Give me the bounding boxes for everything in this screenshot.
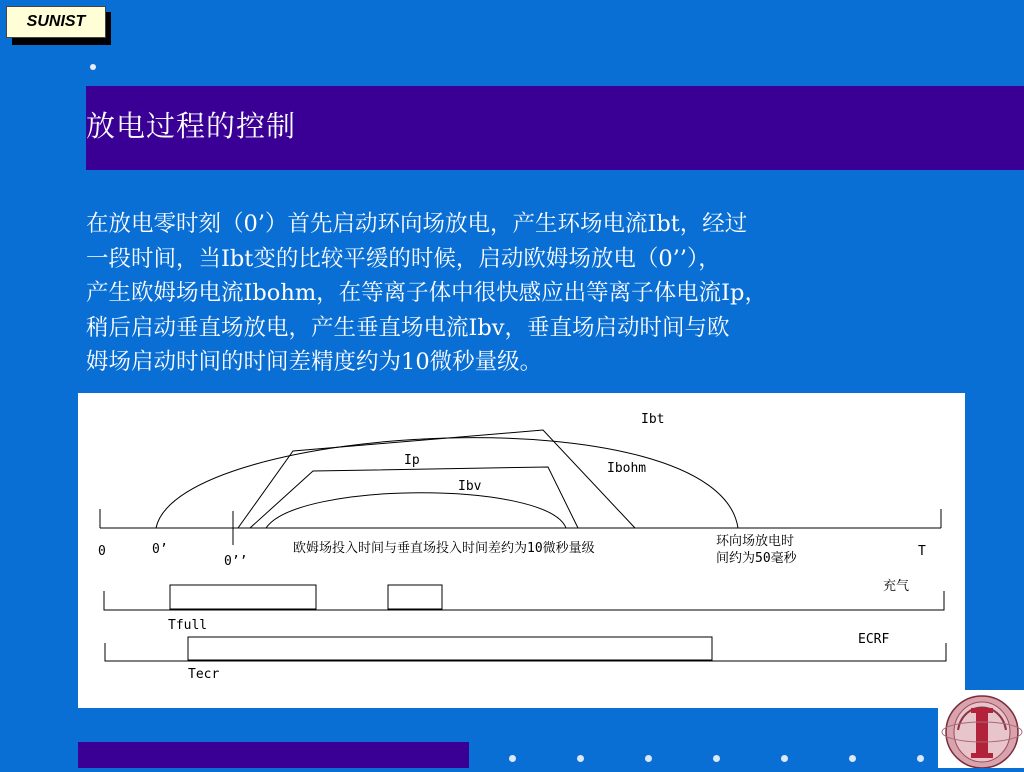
tfull-label: Tfull (168, 618, 208, 633)
description-line: 在放电零时刻（0’）首先启动环向场放电，产生环场电流Ibt，经过 (86, 211, 748, 237)
toroidal-duration-note-line2: 间约为50毫秒 (716, 551, 797, 566)
gas-fill-pulse-2 (388, 585, 442, 609)
time-zero-label: 0 (98, 544, 106, 559)
ibohm-label: Ibohm (607, 461, 647, 476)
footer-dot (917, 755, 924, 762)
ibohm-curve (238, 430, 635, 528)
ibt-curve (156, 438, 738, 528)
footer-dot (713, 755, 720, 762)
plasma-torus-icon (938, 690, 1024, 768)
ohmic-vertical-delay-note: 欧姆场投入时间与垂直场投入时间差约为10微秒量级 (293, 541, 595, 556)
ip-label: Ip (404, 453, 420, 468)
footer-dot (645, 755, 652, 762)
description-line: 稍后启动垂直场放电，产生垂直场电流Ibv，垂直场启动时间与欧 (86, 314, 730, 341)
tecr-label: Tecr (188, 667, 220, 682)
ibt-label: Ibt (641, 412, 665, 427)
time-end-label: T (918, 544, 926, 559)
timing-diagram-svg (78, 393, 965, 708)
emblem-icon (938, 690, 1024, 768)
gas-fill-pulse-1 (170, 585, 316, 609)
sunist-logo: SUNIST (6, 6, 106, 38)
description-line: 产生欧姆场电流Ibohm，在等离子体中很快感应出等离子体电流Ip， (86, 280, 767, 306)
ecrf-pulse (188, 637, 712, 660)
footer-dot (781, 755, 788, 762)
ecrf-label: ECRF (858, 632, 890, 647)
ibv-curve (266, 493, 566, 528)
timing-diagram (78, 393, 965, 708)
bullet-dot (90, 64, 96, 70)
time-zero-prime-label: 0’ (152, 542, 168, 557)
footer-dot (849, 755, 856, 762)
ip-curve (250, 467, 578, 528)
toroidal-duration-note-line1: 环向场放电时 (716, 534, 795, 549)
title-bar (86, 86, 1024, 170)
footer-dot (509, 755, 516, 762)
description-line: 一段时间，当Ibt变的比较平缓的时候，启动欧姆场放电（0’’）， (86, 245, 721, 272)
footer-dot (577, 755, 584, 762)
time-zero-double-prime-label: 0’’ (224, 554, 248, 569)
slide-title: 放电过程的控制 (86, 109, 297, 143)
description-line: 姆场启动时间的时间差精度约为10微秒量级。 (86, 349, 543, 375)
gas-fill-label: 充气 (883, 579, 910, 594)
footer-bar (78, 742, 469, 768)
ibv-label: Ibv (458, 479, 482, 494)
description-paragraph (86, 207, 926, 380)
